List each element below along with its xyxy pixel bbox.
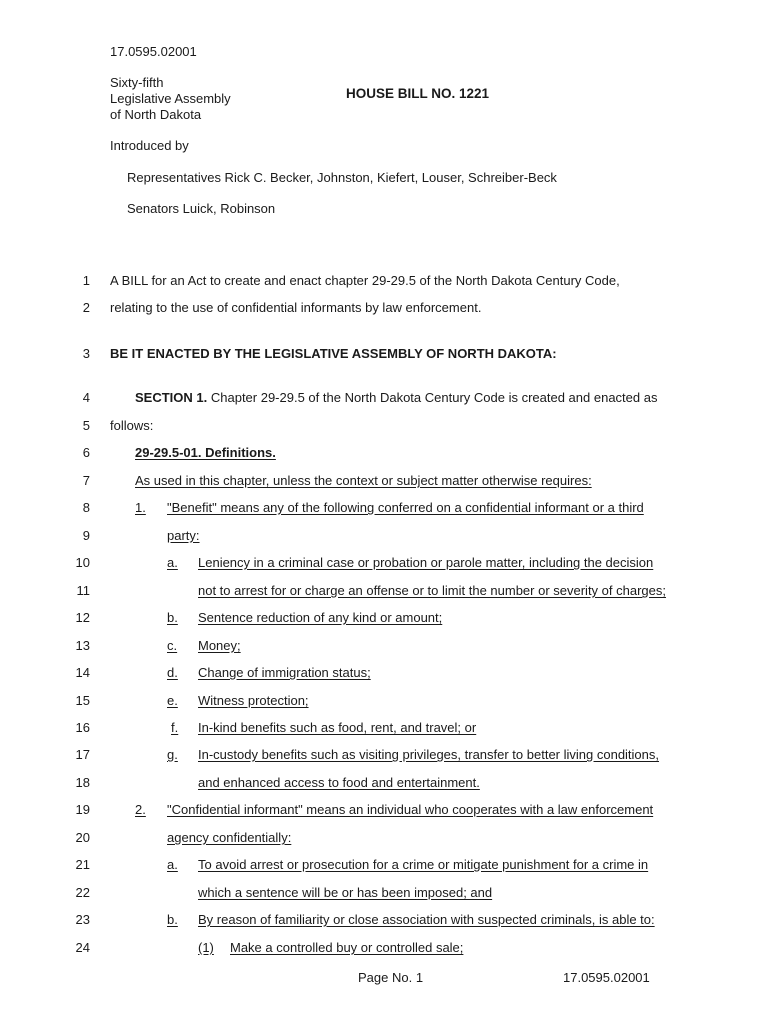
assembly-line-3: of North Dakota — [110, 107, 202, 122]
line-text: "Confidential informant" means an individual who cooperates with a law enforcement — [167, 802, 654, 817]
assembly-line-2: Legislative Assembly — [110, 91, 231, 106]
line-number: 13 — [75, 638, 90, 653]
list-marker: d. — [167, 665, 178, 680]
list-marker: b. — [167, 912, 178, 927]
line-number: 2 — [82, 300, 90, 315]
line-text: "Benefit" means any of the following conferred on a confidential informant or a third — [167, 500, 644, 515]
line-number: 1 — [82, 273, 90, 288]
list-marker: g. — [167, 747, 178, 762]
line-text: relating to the use of confidential informants by law enforcement. — [110, 300, 482, 315]
line-text: Sentence reduction of any kind or amount; — [198, 610, 443, 625]
bill-line-22 — [0, 885, 770, 901]
line-text: By reason of familiarity or close association with suspected criminals, is able to: — [198, 912, 655, 927]
line-number: 21 — [75, 857, 90, 872]
bill-line-24 — [0, 940, 770, 956]
bill-line-4 — [0, 390, 770, 406]
bill-line-23 — [0, 912, 770, 928]
bill-line-18 — [0, 775, 770, 791]
list-marker: a. — [167, 555, 178, 570]
line-number: 20 — [75, 830, 90, 845]
line-number: 24 — [75, 940, 90, 955]
line-text: A BILL for an Act to create and enact chapter 29-29.5 of the North Dakota Century Code, — [110, 273, 620, 288]
line-number: 8 — [82, 500, 90, 515]
line-text: Chapter 29-29.5 of the North Dakota Century Code is created and enacted as — [207, 390, 658, 405]
bill-line-3 — [0, 346, 770, 362]
bill-line-11 — [0, 583, 770, 599]
line-text: Make a controlled buy or controlled sale; — [230, 940, 464, 955]
list-marker: f. — [171, 720, 179, 735]
line-number: 17 — [75, 747, 90, 762]
line-text: Money; — [198, 638, 241, 653]
line-text: In-kind benefits such as food, rent, and travel; or — [198, 720, 477, 735]
page-number: Page No. 1 — [358, 970, 424, 985]
line-number: 4 — [82, 390, 90, 405]
bill-line-20 — [0, 830, 770, 846]
bill-line-19 — [0, 802, 770, 818]
line-text: Leniency in a criminal case or probation or parole matter, including the decision — [198, 555, 654, 570]
line-number: 10 — [75, 555, 90, 570]
line-text: As used in this chapter, unless the context or subject matter otherwise requires: — [135, 473, 592, 488]
line-number: 12 — [75, 610, 90, 625]
line-text: agency confidentially: — [167, 830, 292, 845]
section-heading: 29-29.5-01. Definitions. — [135, 445, 276, 460]
bill-line-15 — [0, 693, 770, 709]
enacting-clause: BE IT ENACTED BY THE LEGISLATIVE ASSEMBLY OF NORTH DAKOTA: — [110, 346, 557, 361]
line-number: 19 — [75, 802, 90, 817]
bill-line-16 — [0, 720, 770, 736]
list-marker: (1) — [198, 940, 214, 955]
bill-line-7 — [0, 473, 770, 489]
bill-line-13 — [0, 638, 770, 654]
line-number: 3 — [82, 346, 90, 361]
line-number: 23 — [75, 912, 90, 927]
bill-line-9 — [0, 528, 770, 544]
bill-line-8 — [0, 500, 770, 516]
footer-document-id: 17.0595.02001 — [563, 970, 650, 985]
line-text: follows: — [110, 418, 154, 433]
list-marker: 1. — [135, 500, 146, 515]
line-number: 7 — [82, 473, 90, 488]
section-label: SECTION 1. — [135, 390, 208, 405]
line-text: Change of immigration status; — [198, 665, 371, 680]
bill-line-17 — [0, 747, 770, 763]
bill-line-5 — [0, 418, 770, 434]
bill-line-1 — [0, 273, 770, 289]
bill-line-14 — [0, 665, 770, 681]
line-number: 22 — [75, 885, 90, 900]
line-number: 5 — [82, 418, 90, 433]
line-number: 16 — [75, 720, 90, 735]
list-marker: c. — [167, 638, 178, 653]
bill-line-12 — [0, 610, 770, 626]
line-text: which a sentence will be or has been imposed; and — [198, 885, 493, 900]
assembly-line-1: Sixty-fifth — [110, 75, 164, 90]
bill-line-6 — [0, 445, 770, 461]
sponsors-representatives: Representatives Rick C. Becker, Johnston, Kiefert, Louser, Schreiber-Beck — [127, 170, 557, 185]
bill-line-21 — [0, 857, 770, 873]
list-marker: b. — [167, 610, 178, 625]
line-number: 18 — [75, 775, 90, 790]
list-marker: a. — [167, 857, 178, 872]
line-text: party: — [167, 528, 200, 543]
list-marker: e. — [167, 693, 178, 708]
bill-title: HOUSE BILL NO. 1221 — [346, 86, 490, 101]
line-text: not to arrest for or charge an offense or to limit the number or severity of charges; — [198, 583, 666, 598]
introduced-by: Introduced by — [110, 138, 189, 153]
line-text: Witness protection; — [198, 693, 309, 708]
line-text: and enhanced access to food and entertainment. — [198, 775, 480, 790]
line-text: To avoid arrest or prosecution for a crime or mitigate punishment for a crime in — [198, 857, 649, 872]
list-marker: 2. — [135, 802, 146, 817]
line-number: 6 — [82, 445, 90, 460]
bill-line-10 — [0, 555, 770, 571]
line-number: 9 — [82, 528, 90, 543]
document-id: 17.0595.02001 — [110, 44, 197, 59]
line-number: 11 — [76, 583, 90, 598]
line-number: 15 — [75, 693, 90, 708]
line-text: In-custody benefits such as visiting privileges, transfer to better living conditions, — [198, 747, 660, 762]
line-number: 14 — [75, 665, 90, 680]
sponsors-senators: Senators Luick, Robinson — [127, 201, 276, 216]
bill-line-2 — [0, 300, 770, 316]
